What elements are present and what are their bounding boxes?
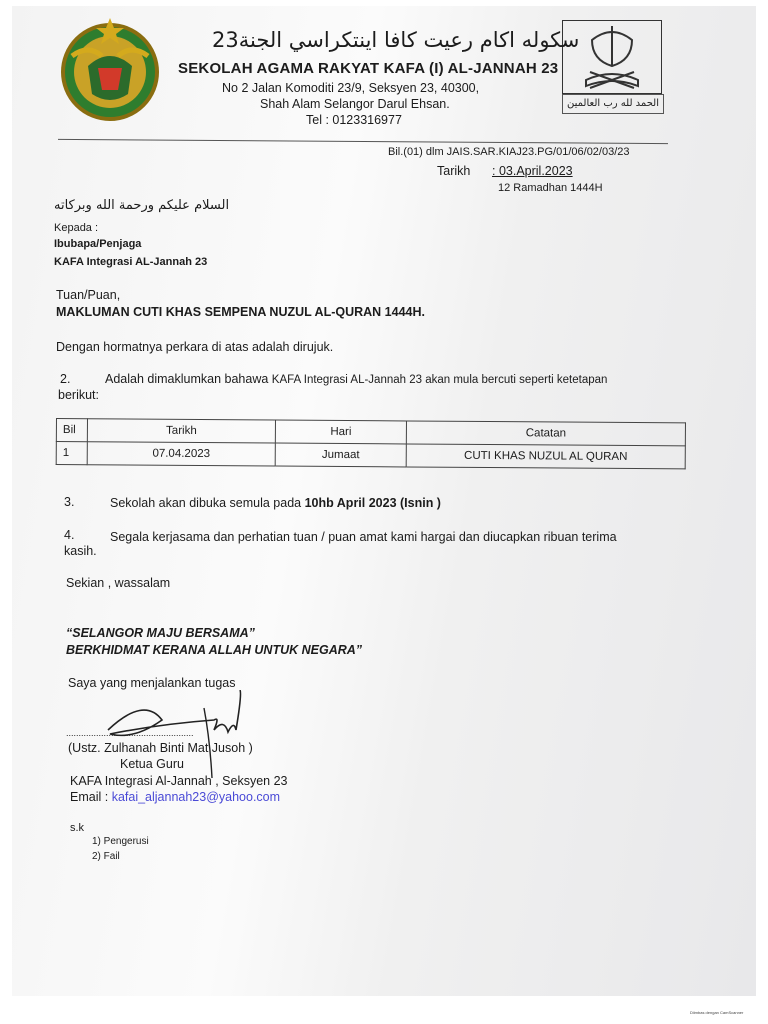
address-line-2: Shah Alam Selangor Darul Ehsan. — [260, 97, 450, 111]
paragraph-4-number: 4. — [64, 528, 75, 542]
letter-subject: MAKLUMAN CUTI KHAS SEMPENA NUZUL AL-QURAN 1444H. — [56, 305, 425, 319]
paragraph-3-text: Sekolah akan dibuka semula pada 10hb April 2023 (Isnin ) — [110, 496, 441, 510]
signatory-organisation: KAFA Integrasi Al-Jannah , Seksyen 23 — [70, 774, 288, 788]
signatory-email-line — [70, 790, 280, 804]
recipient-line-1: Ibubapa/Penjaga — [54, 238, 142, 250]
motto-line-1: “SELANGOR MAJU BERSAMA” — [66, 626, 255, 640]
salutation: Tuan/Puan, — [56, 288, 121, 302]
right-logo-caption: الحمد لله رب العالمين — [562, 94, 664, 114]
telephone: Tel : 0123316977 — [306, 113, 402, 127]
email-link[interactable]: kafai_aljannah23@yahoo.com — [111, 790, 281, 804]
school-crest-logo — [58, 16, 162, 122]
address-line-1: No 2 Jalan Komoditi 23/9, Seksyen 23, 40300, — [222, 81, 480, 95]
school-name: SEKOLAH AGAMA RAKYAT KAFA (I) AL-JANNAH 23 — [178, 60, 559, 77]
paragraph-4-text: Segala kerjasama dan perhatian tuan / puan amat kami hargai dan diucapkan ribuan terima — [110, 530, 617, 544]
paragraph-1: Dengan hormatnya perkara di atas adalah dirujuk. — [56, 340, 334, 354]
cell-catatan: CUTI KHAS NUZUL AL QURAN — [406, 444, 685, 469]
date-value: : 03.April.2023 — [492, 164, 573, 178]
sk-label: s.k — [70, 822, 85, 834]
signatory-title: Ketua Guru — [120, 757, 184, 771]
recipient-label: Kepada : — [54, 222, 99, 234]
motto-line-2: BERKHIDMAT KERANA ALLAH UNTUK NEGARA” — [66, 643, 363, 657]
signature-dotted-line: ................................................... — [66, 728, 194, 738]
table-row — [56, 442, 685, 469]
date-label: Tarikh — [437, 164, 471, 178]
signoff: Saya yang menjalankan tugas — [68, 676, 236, 690]
closing: Sekian , wassalam — [66, 576, 171, 590]
paragraph-3-number: 3. — [64, 495, 75, 509]
email-label: Email : — [70, 790, 112, 804]
cell-hari: Jumaat — [275, 443, 406, 467]
jawi-school-name: سكوله اكام رعيت كافا اينتكراسي الجنة23 — [212, 28, 580, 52]
column-header-bil: Bil — [56, 419, 87, 442]
sk-item: 1) Pengerusi — [92, 836, 149, 847]
cell-tarikh: 07.04.2023 — [87, 442, 275, 466]
reference-number: Bil.(01) dlm JAIS.SAR.KIAJ23.PG/01/06/02/03/23 — [388, 146, 630, 158]
paragraph-4-continuation: kasih. — [64, 544, 97, 558]
paragraph-2-continuation: berikut: — [58, 388, 99, 402]
holiday-table — [56, 418, 686, 469]
paragraph-2-text: Adalah dimaklumkan bahawa KAFA Integrasi AL-Jannah 23 akan mula bercuti seperti ketetapan — [105, 372, 608, 386]
recipient-line-2: KAFA Integrasi AL-Jannah 23 — [54, 256, 208, 268]
scanner-watermark: Diimbas dengan CamScanner — [690, 1010, 744, 1015]
signatory-name: (Ustz. Zulhanah Binti Mat Jusoh ) — [68, 741, 253, 755]
column-header-hari: Hari — [275, 420, 406, 444]
cell-bil: 1 — [56, 442, 87, 465]
hijri-date: 12 Ramadhan 1444H — [498, 182, 603, 194]
paragraph-2-number: 2. — [60, 372, 71, 386]
column-header-catatan: Catatan — [406, 421, 685, 446]
sk-item: 2) Fail — [92, 851, 120, 862]
arabic-greeting: السلام عليكم ورحمة الله وبركاته — [54, 198, 230, 213]
column-header-tarikh: Tarikh — [87, 419, 275, 443]
